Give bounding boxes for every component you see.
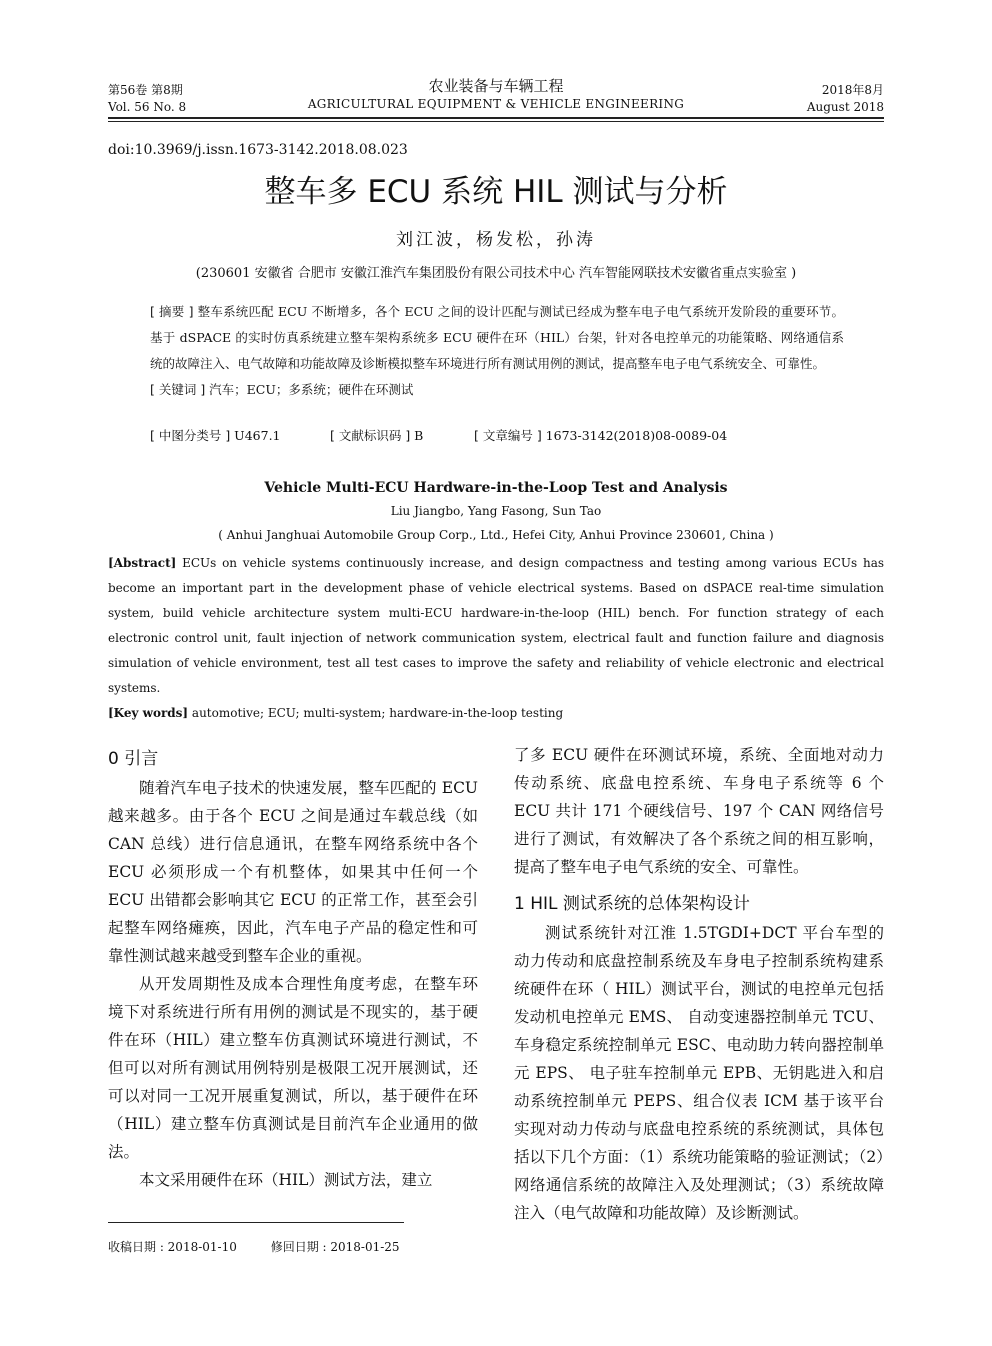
header-volume bbox=[108, 82, 186, 116]
keywords-cn bbox=[150, 377, 844, 403]
clc-number bbox=[150, 426, 281, 444]
header-date bbox=[807, 82, 884, 116]
article-number bbox=[474, 426, 727, 444]
abstract-en-text: ECUs on vehicle systems continuously increase, and design compactness and testing among various ECUs has become an important part in the development phase of vehicle electrical systems. Based on dSPACE real-time simulation system, build vehicle architecture system multi-ECU hardware-in-the-loop (HIL) bench. For function strategy of each electronic control unit, fault injection of network communication system, electrical fault and function failure and diagnosis simulation of vehicle environment, test all test cases to improve the safety and reliability of vehicle electronic and electrical systems. bbox=[108, 556, 884, 695]
journal-name-en: AGRICULTURAL EQUIPMENT & VEHICLE ENGINEERING bbox=[307, 97, 685, 111]
english-title: Vehicle Multi-ECU Hardware-in-the-Loop Test and Analysis bbox=[264, 480, 728, 496]
keywords-en-text: automotive; ECU; multi-system; hardware-in-the-loop testing bbox=[188, 706, 564, 720]
keywords-en bbox=[108, 701, 884, 726]
abstract-en-label: [Abstract] bbox=[108, 556, 177, 570]
abstract-cn-text: 整车系统匹配 ECU 不断增多，各个 ECU 之间的设计匹配与测试已经成为整车电子电气系统开发阶段的重要环节。基于 dSPACE 的实时仿真系统建立整车架构系统多 ECU 硬件在环（HIL）台架，针对各电控单元的功能策略、网络通信系统的故障注入、电气故障和功能故障及诊断模拟整车环境进行所有测试用例的测试，提高整车电子电气系统安全、可靠性。 bbox=[150, 304, 844, 371]
affiliation: (230601 安徽省 合肥市 安徽江淮汽车集团股份有限公司技术中心 汽车智能网联技术安徽省重点实验室 ) bbox=[195, 266, 797, 281]
received-date: 收稿日期 : 2018-01-10 bbox=[108, 1240, 237, 1254]
body-column-left bbox=[108, 744, 478, 1194]
doc-code-label: [ 文献标识码 ] bbox=[330, 428, 411, 443]
clc-value: U467.1 bbox=[230, 428, 281, 443]
section-0-heading: 0 引言 bbox=[108, 749, 159, 769]
header-rule-thin bbox=[108, 121, 884, 122]
keywords-en-label: [Key words] bbox=[108, 706, 189, 720]
abstract-en bbox=[108, 551, 884, 726]
footnote-rule bbox=[108, 1222, 404, 1223]
doc-code-value: B bbox=[410, 428, 424, 443]
abstract-cn bbox=[150, 299, 844, 403]
abstract-cn-label: [ 摘要 ] bbox=[150, 304, 194, 319]
keywords-cn-text: 汽车；ECU；多系统；硬件在环测试 bbox=[205, 382, 414, 397]
header-date-cn: 2018年8月 bbox=[821, 83, 884, 97]
header-date-en: August 2018 bbox=[806, 100, 884, 114]
article-number-label: [ 文章编号 ] bbox=[474, 428, 542, 443]
paper-title: 整车多 ECU 系统 HIL 测试与分析 bbox=[264, 174, 728, 210]
abstract-cn-paragraph bbox=[150, 299, 844, 377]
english-authors: Liu Jiangbo, Yang Fasong, Sun Tao bbox=[390, 504, 602, 518]
english-affiliation: ( Anhui Janghuai Automobile Group Corp., Ltd., Hefei City, Anhui Province 230601, China ) bbox=[218, 528, 774, 542]
authors: 刘江波，杨发松，孙涛 bbox=[396, 230, 596, 250]
footnote bbox=[108, 1238, 430, 1255]
keywords-cn-label: [ 关键词 ] bbox=[150, 382, 206, 397]
article-number-value: 1673-3142(2018)08-0089-04 bbox=[541, 428, 728, 443]
section-0-paragraph-3-cont: 了多 ECU 硬件在环测试环境，系统、全面地对动力传动系统、底盘电控系统、车身电子系统等 6 个 ECU 共计 171 个硬线信号、197 个 CAN 网络信号进行了测试，有效解决了各个系统之间的相互影响，提高了整车电子电气系统的安全、可靠性。 bbox=[514, 746, 884, 876]
doc-code bbox=[330, 426, 423, 444]
section-0-paragraph-2: 从开发周期性及成本合理性角度考虑，在整车环境下对系统进行所有用例的测试是不现实的，基于硬件在环（HIL）建立整车仿真测试环境进行测试，不但可以对所有测试用例特别是极限工况开展测试，还可以对同一工况开展重复测试，所以，基于硬件在环（HIL）建立整车仿真测试是目前汽车企业通用的做法。 bbox=[108, 975, 478, 1161]
journal-name-cn: 农业装备与车辆工程 bbox=[428, 77, 564, 95]
section-0-paragraph-1: 随着汽车电子技术的快速发展，整车匹配的 ECU 越来越多。由于各个 ECU 之间是通过车载总线（如 CAN 总线）进行信息通讯，在整车网络系统中各个 ECU 必须形成一个有机整体，如果其中任何一个 ECU 出错都会影响其它 ECU 的正常工作，甚至会引起整车网络瘫痪，因此，汽车电子产品的稳定性和可靠性测试越来越受到整车企业的重视。 bbox=[108, 779, 478, 965]
section-0-paragraph-3: 本文采用硬件在环（HIL）测试方法，建立 bbox=[139, 1171, 433, 1189]
doi: doi:10.3969/j.issn.1673-3142.2018.08.023 bbox=[108, 142, 408, 158]
header-volume-cn: 第56卷 第8期 bbox=[108, 83, 183, 97]
header-volume-en: Vol. 56 No. 8 bbox=[108, 100, 187, 114]
header-rule-thick bbox=[108, 117, 884, 119]
abstract-en-paragraph bbox=[108, 551, 884, 701]
body-column-right bbox=[514, 741, 884, 1227]
revised-date: 修回日期 : 2018-01-25 bbox=[270, 1240, 400, 1254]
section-1-paragraph-1: 测试系统针对江淮 1.5TGDI+DCT 平台车型的动力传动和底盘控制系统及车身电子控制系统构建系统硬件在环（ HIL）测试平台，测试的电控单元包括发动机电控单元 EMS、 自动变速器控制单元 TCU、车身稳定系统控制单元 ESC、电动助力转向器控制单元 EPS、 电子驻车控制单元 EPB、无钥匙进入和启动系统控制单元 PEPS、组合仪表 ICM 基于该平台实现对动力传动与底盘电控系统的系统测试，具体包括以下几个方面：（1）系统功能策略的验证测试；（2）网络通信系统的故障注入及处理测试；（3）系统故障注入（电气故障和功能故障）及诊断测试。 bbox=[514, 924, 884, 1222]
clc-label: [ 中图分类号 ] bbox=[150, 428, 231, 443]
header-journal bbox=[300, 76, 692, 112]
section-1-heading: 1 HIL 测试系统的总体架构设计 bbox=[514, 894, 750, 914]
